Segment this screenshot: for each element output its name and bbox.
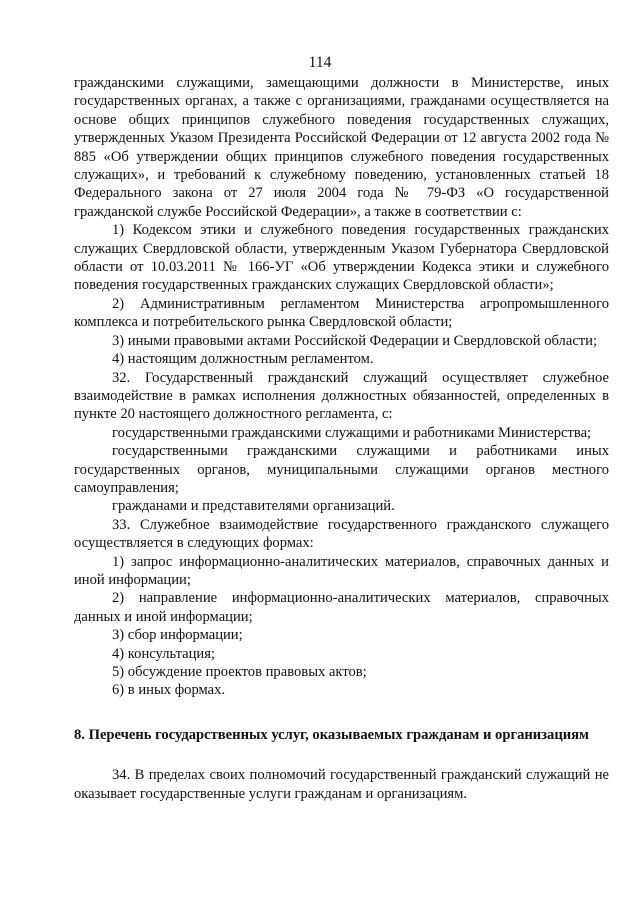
item-33-list-item: 2) направление информационно-аналитических материалов, справочных данных и иной информации; xyxy=(74,590,609,625)
item-33-paragraph: 33. Служебное взаимодействие государственного гражданского служащего осуществляется в следующих формах: xyxy=(74,516,609,552)
document-body xyxy=(74,74,609,803)
item-32-list-item: государственными гражданскими служащими и работниками иных государственных органов, муниципальными служащими органов местного самоуправления; xyxy=(74,443,609,496)
source-item-4: 4) настоящим должностным регламентом. xyxy=(112,351,374,368)
intro-paragraph: гражданскими служащими, замещающими должности в Министерстве, иных государственных органах, а также с организациями, гражданами осуществляется на основе общих принципов служебного поведения государственных служащих, утвержденных Указом Президента Российской Федерации от 12 августа 2002 года № 885 «Об утверждении общих принципов служебного поведения государственных служащих», и требований к служебному поведению, установленных статьей 18 Федерального закона от 27 июля 2004 года № 79-ФЗ «О государственной гражданской службе Российской Федерации», а также в соответствии с: xyxy=(74,75,609,220)
item-33-list-item: 1) запрос информационно-аналитических материалов, справочных данных и иной информации; xyxy=(74,553,609,588)
item-34-paragraph: 34. В пределах своих полномочий государственный гражданский служащий не оказывает государственные услуги гражданам и организациям. xyxy=(74,767,609,802)
item-33-list-item: 3) сбор информации; xyxy=(112,627,243,644)
page-number: 114 xyxy=(308,54,332,71)
source-item-2: 2) Административным регламентом Министерства агропромышленного комплекса и потребительского рынка Свердловской области; xyxy=(74,295,609,331)
source-item-3: 3) иными правовыми актами Российской Федерации и Свердловской области; xyxy=(112,332,598,349)
item-32-paragraph: 32. Государственный гражданский служащий осуществляет служебное взаимодействие в рамках исполнения должностных обязанностей, определенных в пункте 20 настоящего должностного регламента, с: xyxy=(74,369,609,423)
section-8-heading: 8. Перечень государственных услуг, оказываемых гражданам и организациям xyxy=(74,726,589,743)
item-33-list-item: 4) консультация; xyxy=(112,645,216,662)
item-33-list-item: 6) в иных формах. xyxy=(112,682,226,699)
source-item-1: 1) Кодексом этики и служебного поведения государственных гражданских служащих Свердловской области, утвержденным Указом Губернатора Свердловской области от 10.03.2011 № 166-УГ «Об утверждении Кодекса этики и служебного поведения государственных гражданских служащих Свердловской области»; xyxy=(74,222,609,294)
item-32-list-item: гражданами и представителями организаций. xyxy=(112,498,395,515)
item-33-list-item: 5) обсуждение проектов правовых актов; xyxy=(112,664,367,680)
item-32-list-item: государственными гражданскими служащими и работниками Министерства; xyxy=(112,424,592,441)
